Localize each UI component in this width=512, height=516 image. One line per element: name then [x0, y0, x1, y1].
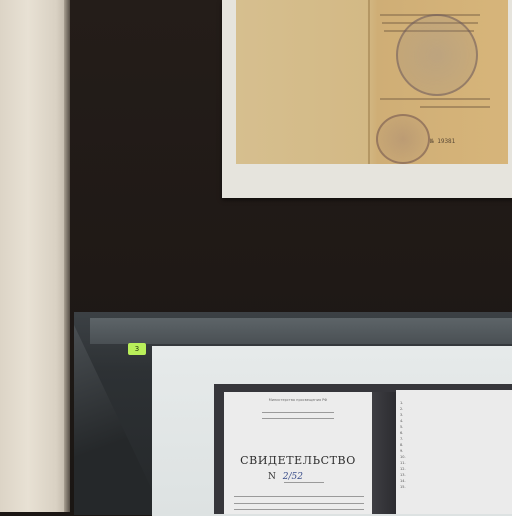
scribble-line: [420, 106, 490, 108]
certificate-number-prefix: N: [268, 472, 276, 482]
list-item: 1.: [400, 401, 404, 405]
text-line: [234, 509, 364, 510]
wall: [0, 0, 70, 512]
certificate-number: [268, 472, 303, 482]
list-item: 2.: [400, 407, 404, 411]
scribble-line: [380, 98, 490, 100]
list-item: 12.: [400, 467, 406, 471]
list-item: 6.: [400, 431, 404, 435]
list-item: 8.: [400, 443, 404, 447]
glass-reflection: [90, 318, 512, 344]
small-seal-stamp: [376, 114, 430, 164]
number-underline: [284, 482, 324, 483]
text-line: [234, 503, 364, 504]
green-sticker: 3: [128, 343, 146, 355]
list-item: 10.: [400, 455, 406, 459]
upper-certificate-fold: [368, 0, 370, 164]
header-rule: [262, 412, 334, 413]
certificate-title: СВИДЕТЕЛЬСТВО: [240, 454, 356, 467]
upper-certificate-number: № 19381: [430, 138, 456, 145]
list-item: 4.: [400, 419, 404, 423]
round-seal-stamp: [396, 14, 478, 96]
list-item: 9.: [400, 449, 404, 453]
certificate-item-list: [400, 400, 510, 490]
list-item: 13.: [400, 473, 406, 477]
list-item: 14.: [400, 479, 406, 483]
certificate-number-value: 2/52: [282, 472, 303, 482]
list-item: 5.: [400, 425, 404, 429]
certificate-fold: [372, 392, 396, 514]
list-item: 11.: [400, 461, 406, 465]
header-rule: [262, 418, 334, 419]
list-item: 3.: [400, 413, 404, 417]
list-item: 15.: [400, 485, 406, 489]
text-line: [234, 496, 364, 497]
certificate-header: Министерство просвещения РФ: [268, 398, 328, 402]
list-item: 7.: [400, 437, 404, 441]
